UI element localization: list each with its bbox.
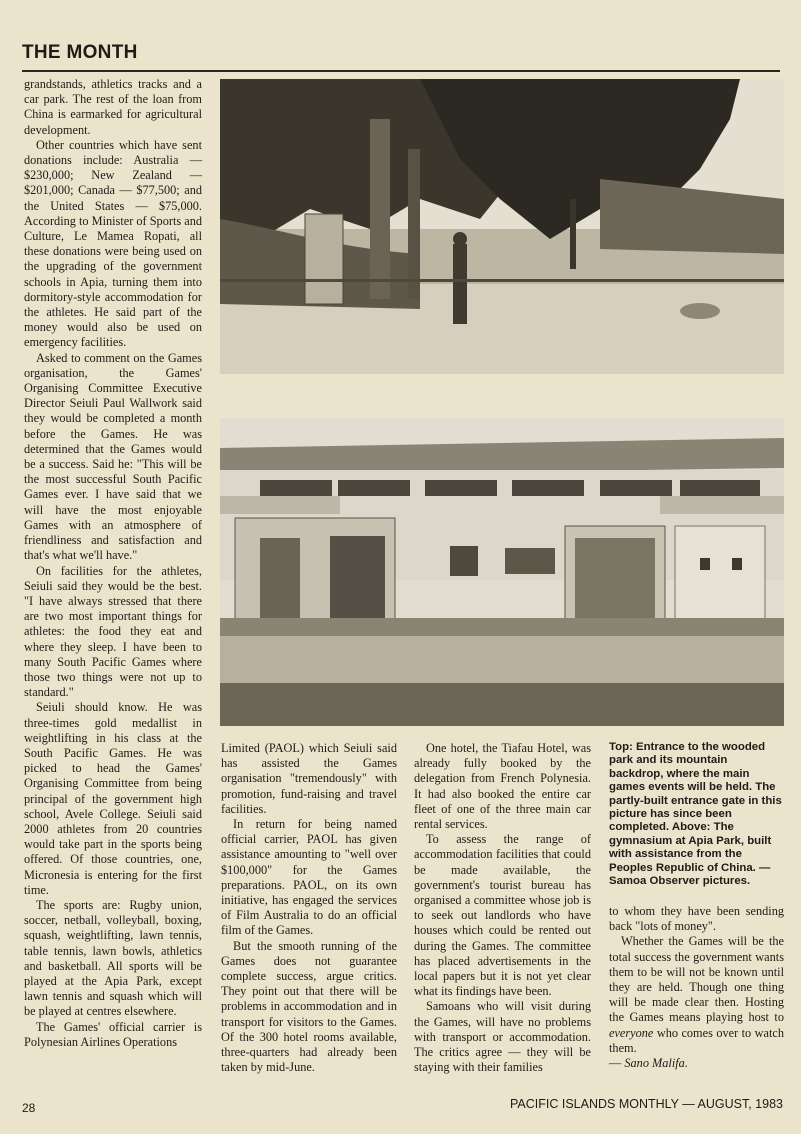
photo-caption: Top: Entrance to the wooded park and its mountain backdrop, where the main games events will be held. The partly-built entrance gate in this picture has since been completed. Above: The gymnasium at Apia Park, built with assistance from the Peoples Republic of China. — Samoa Observer pictures. xyxy=(609,741,782,888)
byline-dash: — xyxy=(609,1056,625,1071)
paragraph: grandstands, athletics tracks and a car park. The rest of the loan from China is earmarked for agricultural development. xyxy=(24,77,202,137)
paragraph xyxy=(609,934,784,1056)
byline-author: Sano Malifa. xyxy=(624,1056,688,1071)
magazine-footer: PACIFIC ISLANDS MONTHLY — AUGUST, 1983 xyxy=(510,1097,783,1111)
article-column-4 xyxy=(609,904,784,1071)
paragraph: But the smooth running of the Games does not guarantee complete success, argue critics. They point out that there will be problems in accommodation and in transport for visitors to the Games. Of the 300 hotel rooms available, three-quarters had already been taken by mid-June. xyxy=(221,938,397,1075)
paragraph: On facilities for the athletes, Seiuli said they would be the best. "I have always stressed that there are two most important things for athletes: the food they eat and where they sleep. I have been to many South Pacific Games where those two things were not up to standard." xyxy=(24,563,202,700)
paragraph: to whom they have been sending back "lots of money". xyxy=(609,904,784,934)
paragraph: To assess the range of accommodation facilities that could be made available, the government's tourist bureau has organised a committee whose job is to seek out landlords who have houses which could be rented out during the Games. The committee has placed advertisements in the local papers but it is not yet clear what its findings have been. xyxy=(414,832,591,999)
section-title: THE MONTH xyxy=(22,42,138,63)
article-column-2 xyxy=(221,741,397,1075)
gymnasium-photo xyxy=(220,418,784,726)
paragraph: One hotel, the Tiafau Hotel, was already fully booked by the delegation from French Polynesia. It had also booked the entire car fleet of one of the three main car rental services. xyxy=(414,741,591,832)
article-column-3 xyxy=(414,741,591,1075)
paragraph: Samoans who will visit during the Games, will have no problems with transport or accommodation. The critics agree — they will be staying with their families xyxy=(414,999,591,1075)
article-column-1 xyxy=(24,77,202,1050)
paragraph: In return for being named official carrier, PAOL has given assistance amounting to "well over $100,000" for the Games preparations. PAOL, on its own initiative, has engaged the services of Film Australia to do an official film of the Games. xyxy=(221,817,397,938)
paragraph: Other countries which have sent donations include: Australia — $230,000; New Zealand — $201,000; Canada — $77,500; and the United States — $75,000. According to Minister of Sports and Culture, Le Mamea Ropati, all these donations were being used on the upgrading of the government schools in Apia, turning them into dormitory-style accommodation for the athletes. He said part of the money would also be used on emergency facilities. xyxy=(24,137,202,350)
paragraph-text: Whether the Games will be the total success the government wants them to be will not be known until they are held. Though one thing will be made clear then. Hosting the Games means playing host to xyxy=(609,934,784,1025)
byline xyxy=(609,1056,784,1071)
paragraph-text: who comes over to watch them. xyxy=(609,1025,784,1055)
paragraph: Limited (PAOL) which Seiuli said has assisted the Games organisation "tremendously" with promotion, fund-raising and travel facilities. xyxy=(221,741,397,816)
emphasis: everyone xyxy=(609,1025,654,1040)
paragraph: Asked to comment on the Games organisation, the Games' Organising Committee Executive Director Seiuli Paul Wallwork said they would be completed a month before the Games. He was determined that the Games would be a success. Said he: "This will be the most successful South Pacific Games ever. I have said that we will have the most enjoyable Games with an atmosphere of friendliness and satisfaction and that's what we'll have." xyxy=(24,350,202,563)
paragraph: The sports are: Rugby union, soccer, netball, volleyball, boxing, squash, weightlifting, lawn tennis, table tennis, lawn bowls, athletics and basketball. All sports will be played at the Apia Park, except lawn tennis and squash which will be played at centres elsewhere. xyxy=(24,897,202,1019)
paragraph: The Games' official carrier is Polynesian Airlines Operations xyxy=(24,1019,202,1049)
header-rule xyxy=(22,70,780,72)
park-entrance-photo xyxy=(220,79,784,374)
paragraph: Seiuli should know. He was three-times gold medallist in weightlifting in his class at the South Pacific Games. He was picked to head the Games' Organising Committee from being principal of the government high school, Avele College. Seiuli said 2000 athletes from 20 countries would take part in the sports being offered. Of those countries, one, Micronesia is entering for the first time. xyxy=(24,700,202,897)
page-number: 28 xyxy=(22,1101,36,1115)
